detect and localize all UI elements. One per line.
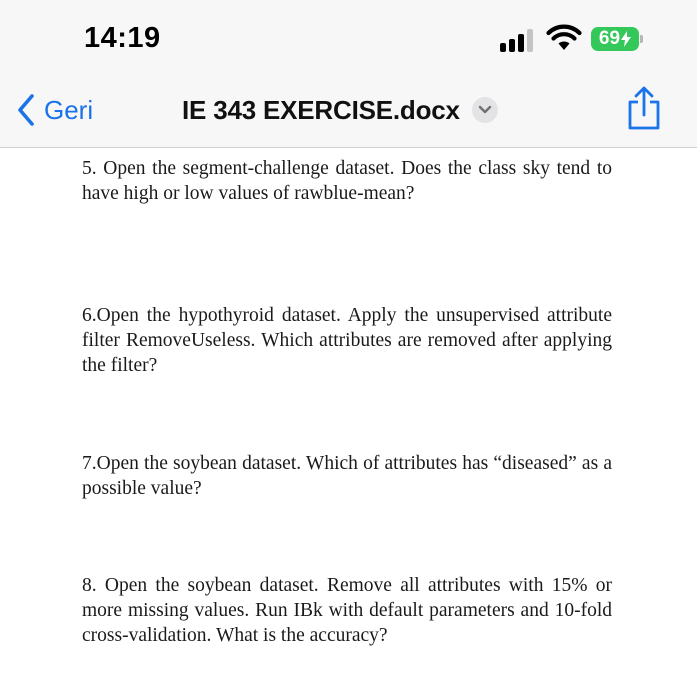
- question-6: 6.Open the hypothyroid dataset. Apply the unsupervised attribute filter RemoveUseless. Which attributes are removed after applying the filter?: [82, 305, 612, 376]
- question-5: 5. Open the segment-challenge dataset. Does the class sky tend to have high or low values of rawblue-mean?: [82, 158, 612, 204]
- document-title-button[interactable]: [182, 92, 498, 128]
- chevron-left-icon: [16, 93, 36, 127]
- chevron-down-icon: [472, 97, 498, 123]
- battery-charging-icon: [591, 27, 639, 51]
- battery-nub: [640, 35, 643, 43]
- back-label: Geri: [44, 94, 94, 125]
- top-bar: [0, 0, 697, 148]
- document-title: IE 343 EXERCISE.docx: [182, 94, 460, 125]
- battery-level: 69: [598, 28, 621, 49]
- status-time: 14:19: [84, 22, 161, 54]
- back-button[interactable]: [16, 90, 93, 130]
- question-8: 8. Open the soybean dataset. Remove all attributes with 15% or more missing values. Run IBk with default parameters and 10-fold cross-validation. What is the accuracy?: [82, 575, 612, 646]
- cellular-signal-icon: [500, 28, 536, 52]
- question-7: 7.Open the soybean dataset. Which of attributes has “diseased” as a possible value?: [82, 453, 612, 499]
- wifi-icon: [546, 24, 582, 52]
- bolt-icon: [621, 31, 631, 47]
- share-icon[interactable]: [626, 86, 662, 130]
